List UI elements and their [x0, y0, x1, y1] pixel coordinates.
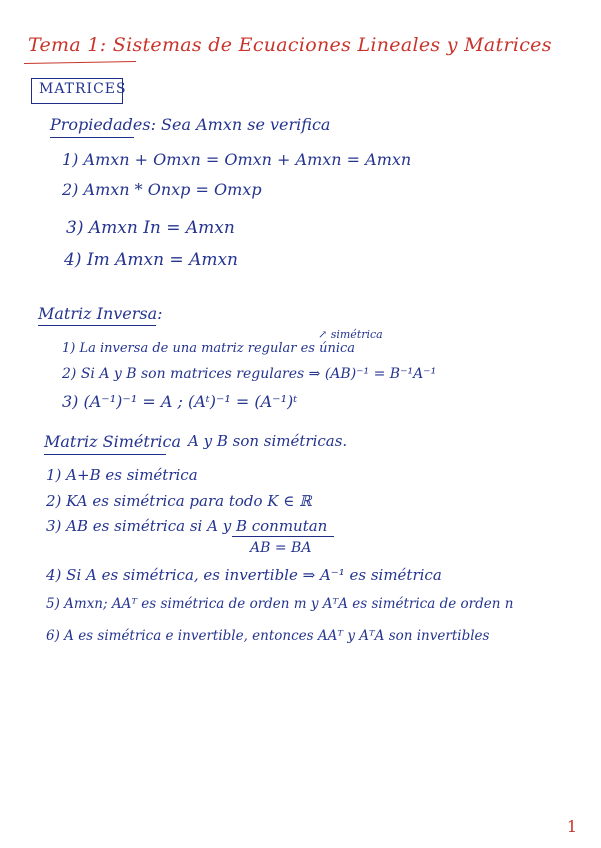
sim-item-5: 5) Amxn; AAᵀ es simétrica de orden m y AᵀA es simétrica de orden n: [46, 596, 514, 612]
prop-item-1: 1) Amxn + Omxn = Omxn + Amxn = Amxn: [62, 150, 412, 169]
page-title: Tema 1: Sistemas de Ecuaciones Lineales y Matrices: [28, 34, 552, 56]
simetrica-heading: Matriz Simétrica: [44, 432, 182, 451]
prop-item-4: 4) Im Amxn = Amxn: [64, 250, 239, 270]
sim-item-4: 4) Si A es simétrica, es invertible ⇒ A⁻¹ es simétrica: [46, 566, 442, 584]
simetrica-underline: [44, 454, 166, 455]
sim-item-6: 6) A es simétrica e invertible, entonces AAᵀ y AᵀA son invertibles: [46, 628, 490, 644]
sim-item-3-condition: AB = BA: [250, 540, 312, 556]
inversa-underline: [38, 325, 156, 326]
inversa-item-1: 1) La inversa de una matriz regular es única: [62, 341, 356, 356]
sim-item-2: 2) KA es simétrica para todo K ∈ ℝ: [46, 492, 312, 510]
conmutan-underline: [232, 536, 334, 537]
prop-item-3: 3) Amxn In = Amxn: [66, 218, 235, 238]
inversa-heading: Matriz Inversa:: [38, 304, 163, 323]
title-underline: [24, 61, 136, 64]
prop-item-2: 2) Amxn * Onxp = Omxp: [62, 180, 262, 199]
box-label: MATRICES: [39, 81, 127, 97]
sim-item-3: 3) AB es simétrica si A y B conmutan: [46, 517, 328, 535]
inversa-item-3: 3) (A⁻¹)⁻¹ = A ; (Aᵗ)⁻¹ = (A⁻¹)ᵗ: [62, 392, 298, 411]
sim-item-1: 1) A+B es simétrica: [46, 466, 198, 484]
page-number: 1: [566, 817, 577, 836]
propiedades-underline: [50, 137, 134, 138]
inversa-item-2: 2) Si A y B son matrices regulares ⇒ (AB)⁻¹ = B⁻¹A⁻¹: [62, 366, 437, 382]
inversa-annotation: ↗ simétrica: [318, 328, 383, 341]
propiedades-heading: Propiedades: Sea Amxn se verifica: [50, 115, 331, 134]
simetrica-heading-rest: A y B son simétricas.: [188, 432, 348, 450]
